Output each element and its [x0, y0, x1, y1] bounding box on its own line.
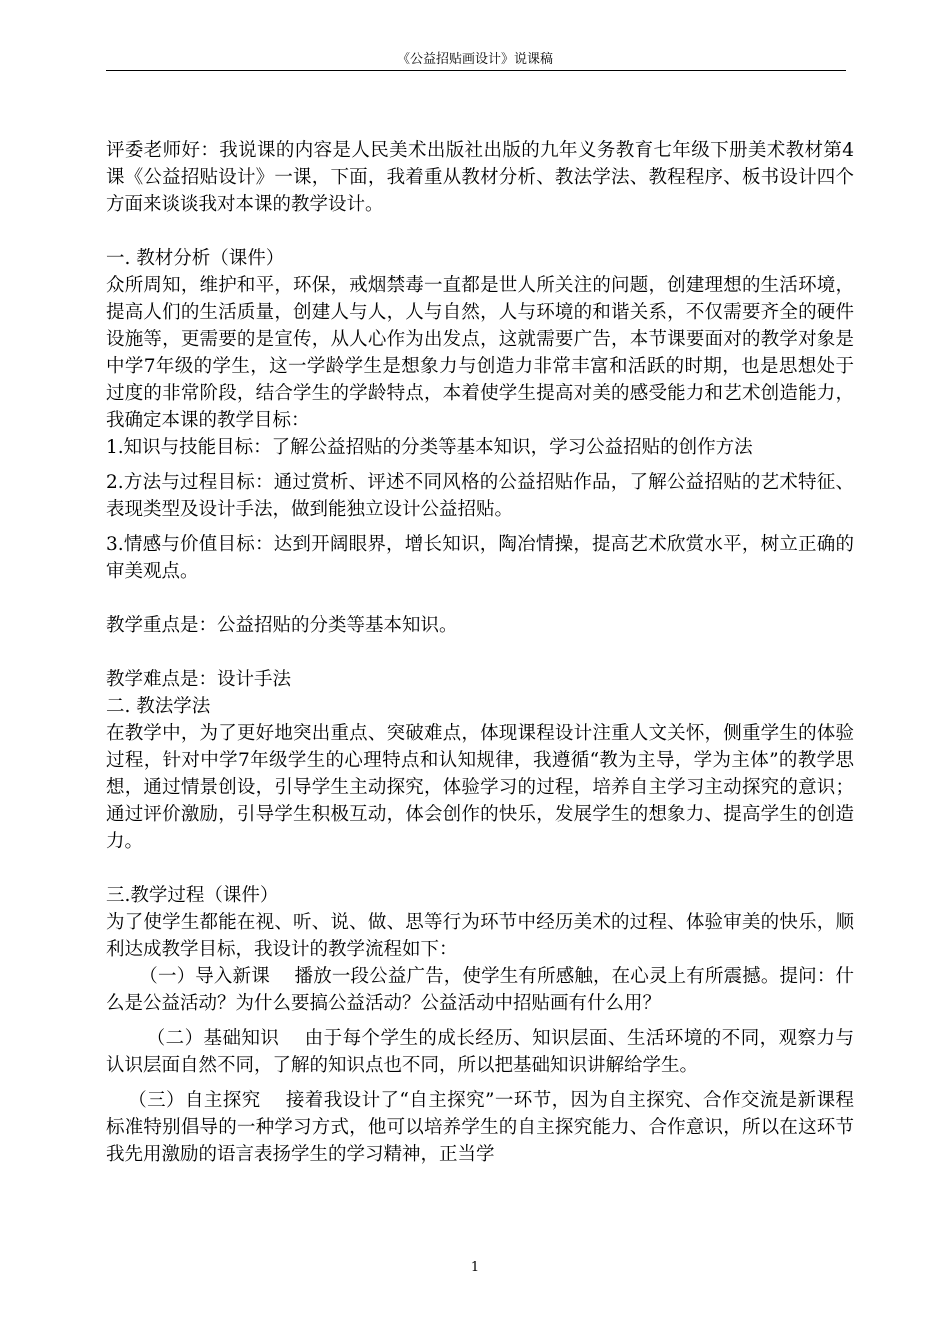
step-intro: （一）导入新课 播放一段公益广告，使学生有所感触，在心灵上有所震撼。提问：什么是公益活动？为什么要搞公益活动？公益活动中招贴画有什么用？ [106, 966, 854, 1014]
section2-paragraph: 在教学中，为了更好地突出重点、突破难点，体现课程设计注重人文关怀，侧重学生的体验过程，针对中学7年级学生的心理特点和认知规律，我遵循“教为主导，学为主体”的教学思想，通过情景创设，引导学生主动探究，体验学习的过程，培养自主学习主动探究的意识；通过评价激励，引导学生积极互动，体会创作的快乐，发展学生的想象力、提高学生的创造力。 [106, 723, 854, 852]
spacer [106, 639, 854, 666]
page-number: 1 [470, 1260, 480, 1275]
spacer [106, 218, 854, 245]
section3-paragraph: 为了使学生都能在视、听、说、做、思等行为环节中经历美术的过程、体验审美的快乐，顺利达成教学目标，我设计的教学流程如下： [106, 912, 854, 960]
key-point: 教学重点是：公益招贴的分类等基本知识。 [106, 615, 458, 636]
section1-paragraph: 众所周知，维护和平，环保，戒烟禁毒一直都是世人所关注的问题，创建理想的生活环境，提高人们的生活质量，创建人与人，人与自然，人与环境的和谐关系，不仅需要齐全的硬件设施等，更需要的是宣传，从人心作为出发点，这就需要广告，本节课要面对的教学对象是中学7年级的学生，这一学龄学生是想象力与创造力非常丰富和活跃的时期，也是思想处于过度的非常阶段，结合学生的学龄特点，本着使学生提高对美的感受能力和艺术创造能力，我确定本课的教学目标： [106, 275, 854, 431]
goal-emotion: 3.情感与价值目标：达到开阔眼界，增长知识，陶冶情操，提高艺术欣赏水平，树立正确的审美观点。 [106, 534, 854, 582]
section3-heading: 三.教学过程（课件） [106, 885, 279, 906]
document-body [106, 137, 854, 1168]
step-basics: （二）基础知识 由于每个学生的成长经历、知识层面、生活环境的不同，观察力与认识层面自然不同，了解的知识点也不同，所以把基础知识讲解给学生。 [106, 1028, 854, 1076]
difficult-point: 教学难点是：设计手法 [106, 669, 292, 690]
goal-method: 2.方法与过程目标：通过赏析、评述不同风格的公益招贴作品，了解公益招贴的艺术特征、表现类型及设计手法，做到能独立设计公益招贴。 [106, 472, 854, 520]
spacer [106, 523, 854, 531]
spacer [106, 855, 854, 882]
spacer [106, 461, 854, 469]
spacer [106, 585, 854, 612]
intro-paragraph: 评委老师好：我说课的内容是人民美术出版社出版的九年义务教育七年级下册美术教材第4课《公益招贴设计》一课，下面，我着重从教材分析、教法学法、教程程序、板书设计四个方面来谈谈我对本课的教学设计。 [106, 140, 854, 215]
section2-heading: 二. 教法学法 [106, 696, 211, 717]
section1-heading: 一. 教材分析（课件） [106, 248, 285, 269]
header-divider [106, 70, 846, 71]
header-title: 《公益招贴画设计》说课稿 [396, 52, 553, 67]
spacer [106, 1079, 854, 1087]
goal-knowledge: 1.知识与技能目标：了解公益招贴的分类等基本知识，学习公益招贴的创作方法 [106, 437, 753, 458]
spacer [106, 1017, 854, 1025]
step-explore: （三）自主探究 接着我设计了“自主探究”一环节，因为自主探究、合作交流是新课程标准特别倡导的一种学习方式，他可以培养学生的自主探究能力、合作意识，所以在这环节我先用激励的语言表扬学生的学习精神，正当学 [106, 1090, 854, 1165]
